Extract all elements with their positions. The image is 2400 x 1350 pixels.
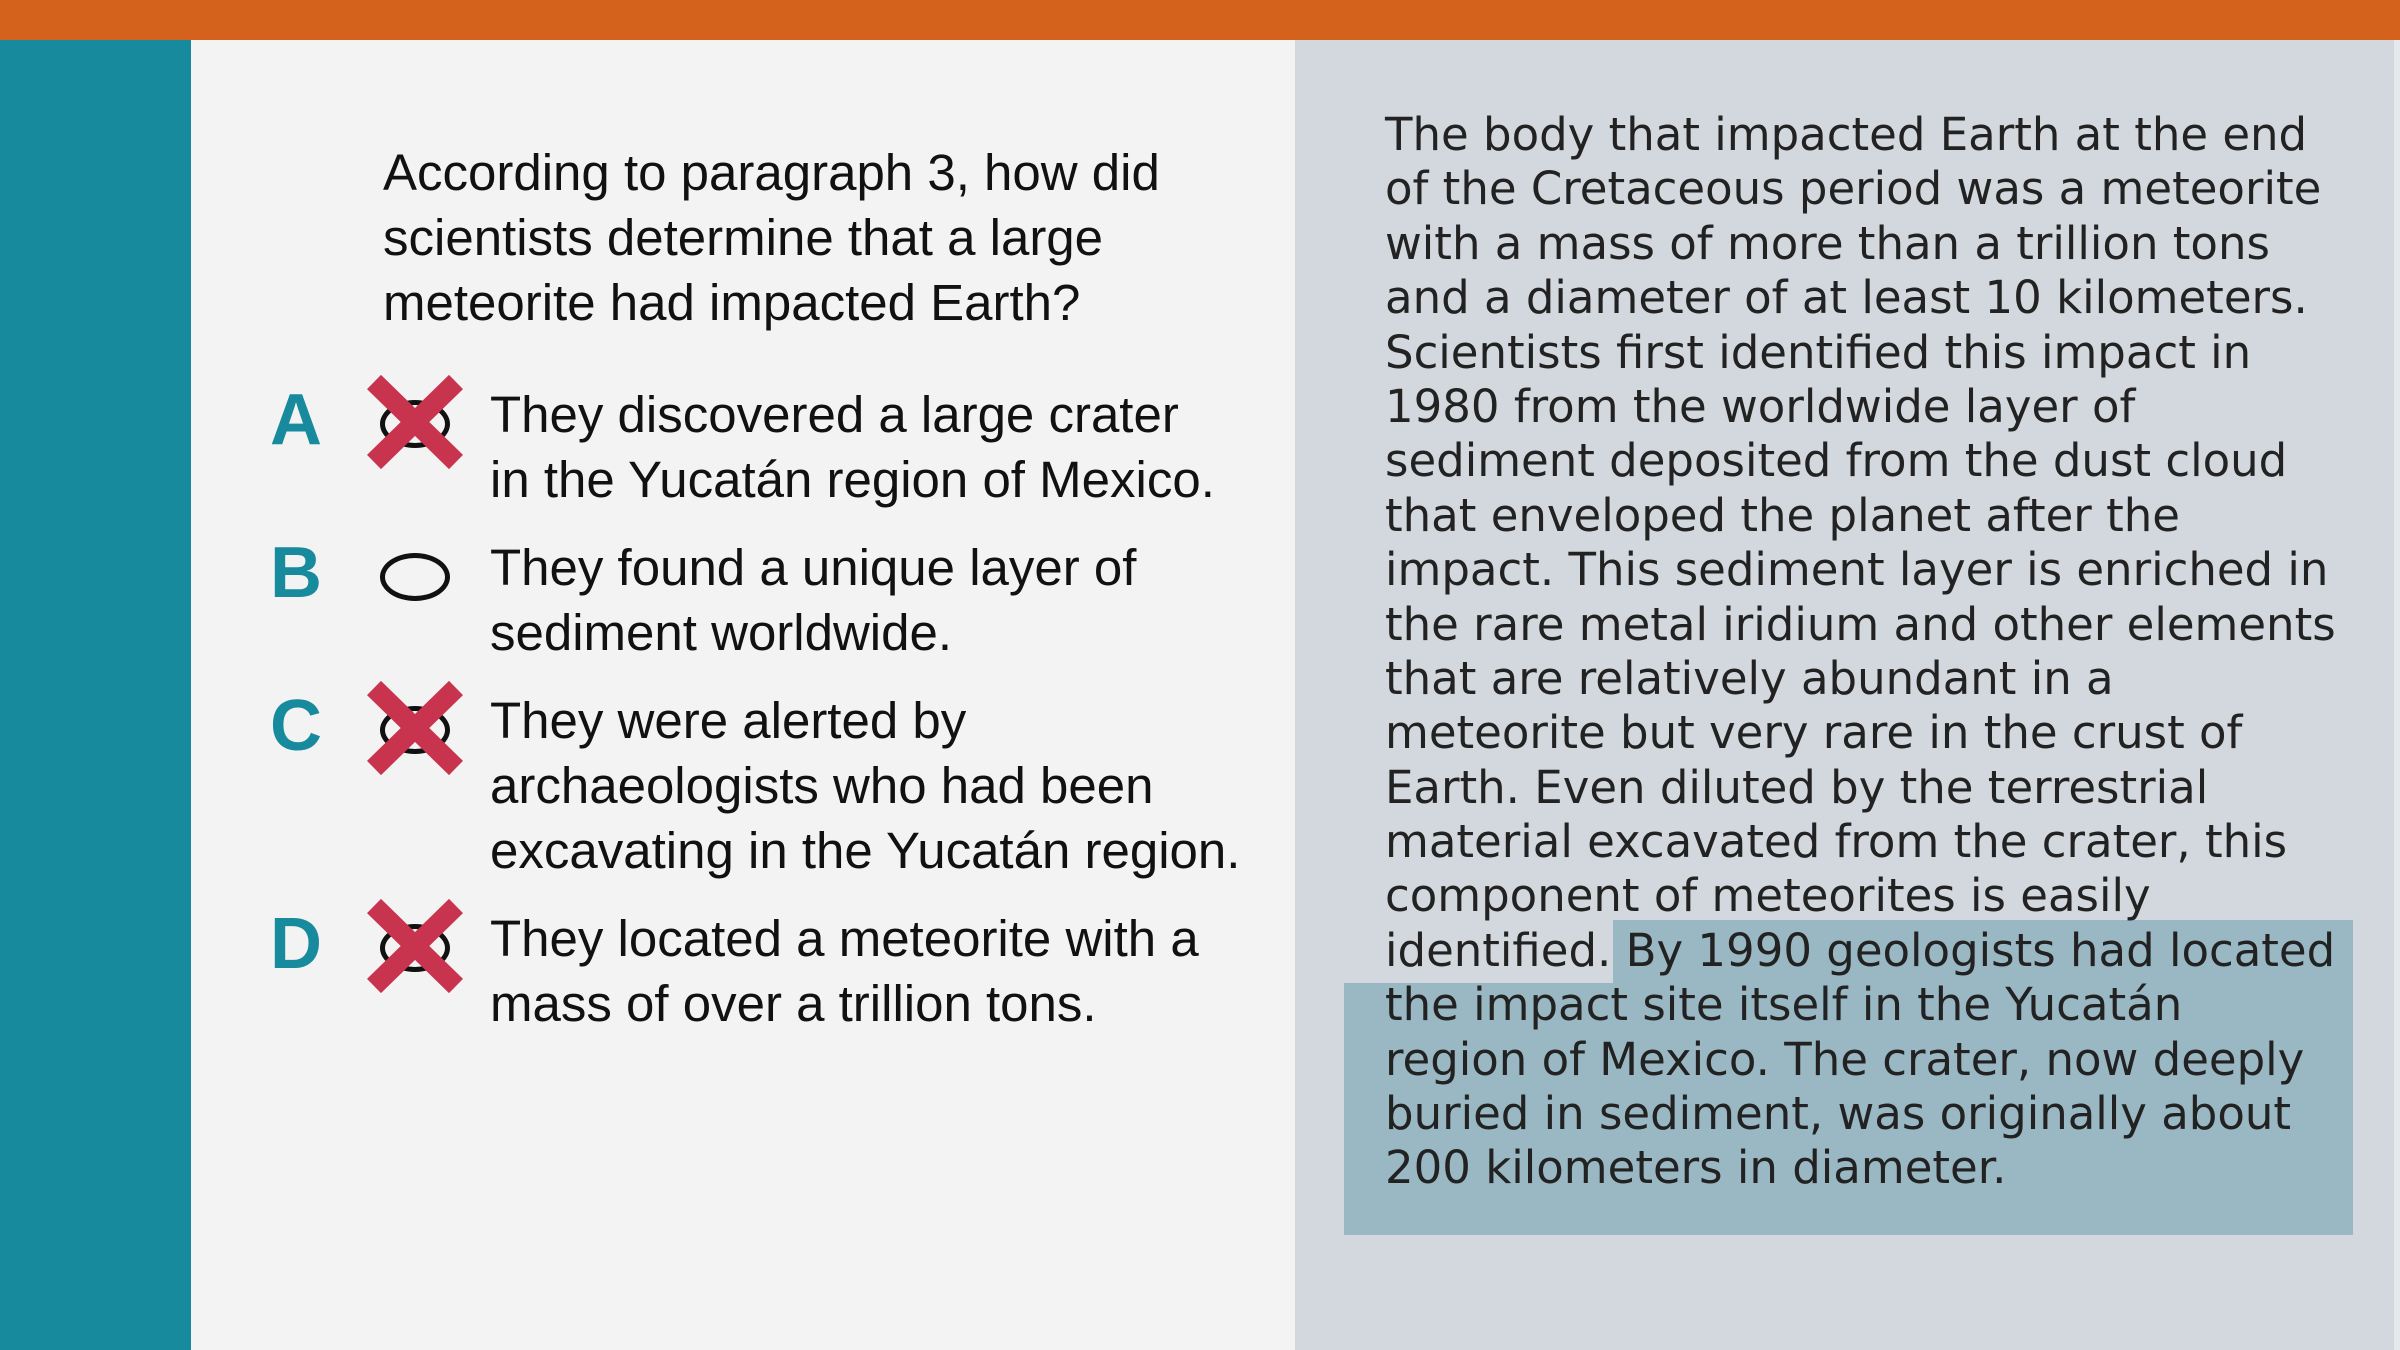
- top-accent-bar: [0, 0, 2400, 40]
- passage-line: with a mass of more than a trillion tons: [1385, 216, 2270, 270]
- passage-line: Earth. Even diluted by the terrestrial: [1385, 760, 2209, 814]
- question-line: meteorite had impacted Earth?: [383, 274, 1081, 331]
- option-line: They discovered a large crater: [490, 386, 1179, 443]
- option-line: mass of over a trillion tons.: [490, 975, 1097, 1032]
- passage-line: the rare metal iridium and other elements: [1385, 597, 2336, 651]
- option-letter: D: [270, 904, 322, 984]
- passage-line: component of meteorites is easily: [1385, 869, 2151, 923]
- passage-line: the impact site itself in the Yucatán: [1385, 978, 2183, 1032]
- option-line: They were alerted by: [490, 692, 967, 749]
- cross-out-icon: [360, 370, 470, 474]
- option-line: in the Yucatán region of Mexico.: [490, 451, 1215, 508]
- cross-out-icon: [360, 894, 470, 998]
- option-text: [490, 906, 1250, 1036]
- question-line: scientists determine that a large: [383, 209, 1104, 266]
- passage-panel-edge: [2394, 40, 2400, 1350]
- option-line: They found a unique layer of: [490, 539, 1137, 596]
- option-text: [490, 382, 1250, 512]
- option-letter: A: [270, 380, 322, 460]
- question-text: [383, 140, 1243, 335]
- passage-line: that are relatively abundant in a: [1385, 651, 2114, 705]
- option-line: excavating in the Yucatán region.: [490, 822, 1241, 879]
- passage-line: identified. By 1990 geologists had located: [1385, 923, 2336, 977]
- answer-bubble[interactable]: [380, 553, 450, 601]
- question-line: According to paragraph 3, how did: [383, 144, 1160, 201]
- option-line: sediment worldwide.: [490, 604, 953, 661]
- left-sidebar-band: [0, 40, 191, 1350]
- reading-passage: [1385, 108, 2345, 1196]
- passage-line: of the Cretaceous period was a meteorite: [1385, 162, 2322, 216]
- option-line: archaeologists who had been: [490, 757, 1154, 814]
- option-line: They located a meteorite with a: [490, 910, 1199, 967]
- passage-line: material excavated from the crater, this: [1385, 815, 2288, 869]
- cross-out-icon: [360, 676, 470, 780]
- passage-line: buried in sediment, was originally about: [1385, 1087, 2292, 1141]
- passage-line: and a diameter of at least 10 kilometers.: [1385, 271, 2308, 325]
- passage-line: that enveloped the planet after the: [1385, 488, 2180, 542]
- passage-line: sediment deposited from the dust cloud: [1385, 434, 2288, 488]
- option-letter: B: [270, 533, 322, 613]
- passage-line: 200 kilometers in diameter.: [1385, 1141, 2007, 1195]
- option-text: [490, 688, 1250, 883]
- option-text: [490, 535, 1250, 665]
- option-letter: C: [270, 686, 322, 766]
- passage-line: The body that impacted Earth at the end: [1385, 108, 2308, 161]
- passage-line: 1980 from the worldwide layer of: [1385, 379, 2136, 433]
- passage-line: meteorite but very rare in the crust of: [1385, 706, 2243, 760]
- passage-line: region of Mexico. The crater, now deeply: [1385, 1032, 2305, 1086]
- passage-line: impact. This sediment layer is enriched in: [1385, 543, 2329, 597]
- passage-line: Scientists first identified this impact in: [1385, 325, 2252, 379]
